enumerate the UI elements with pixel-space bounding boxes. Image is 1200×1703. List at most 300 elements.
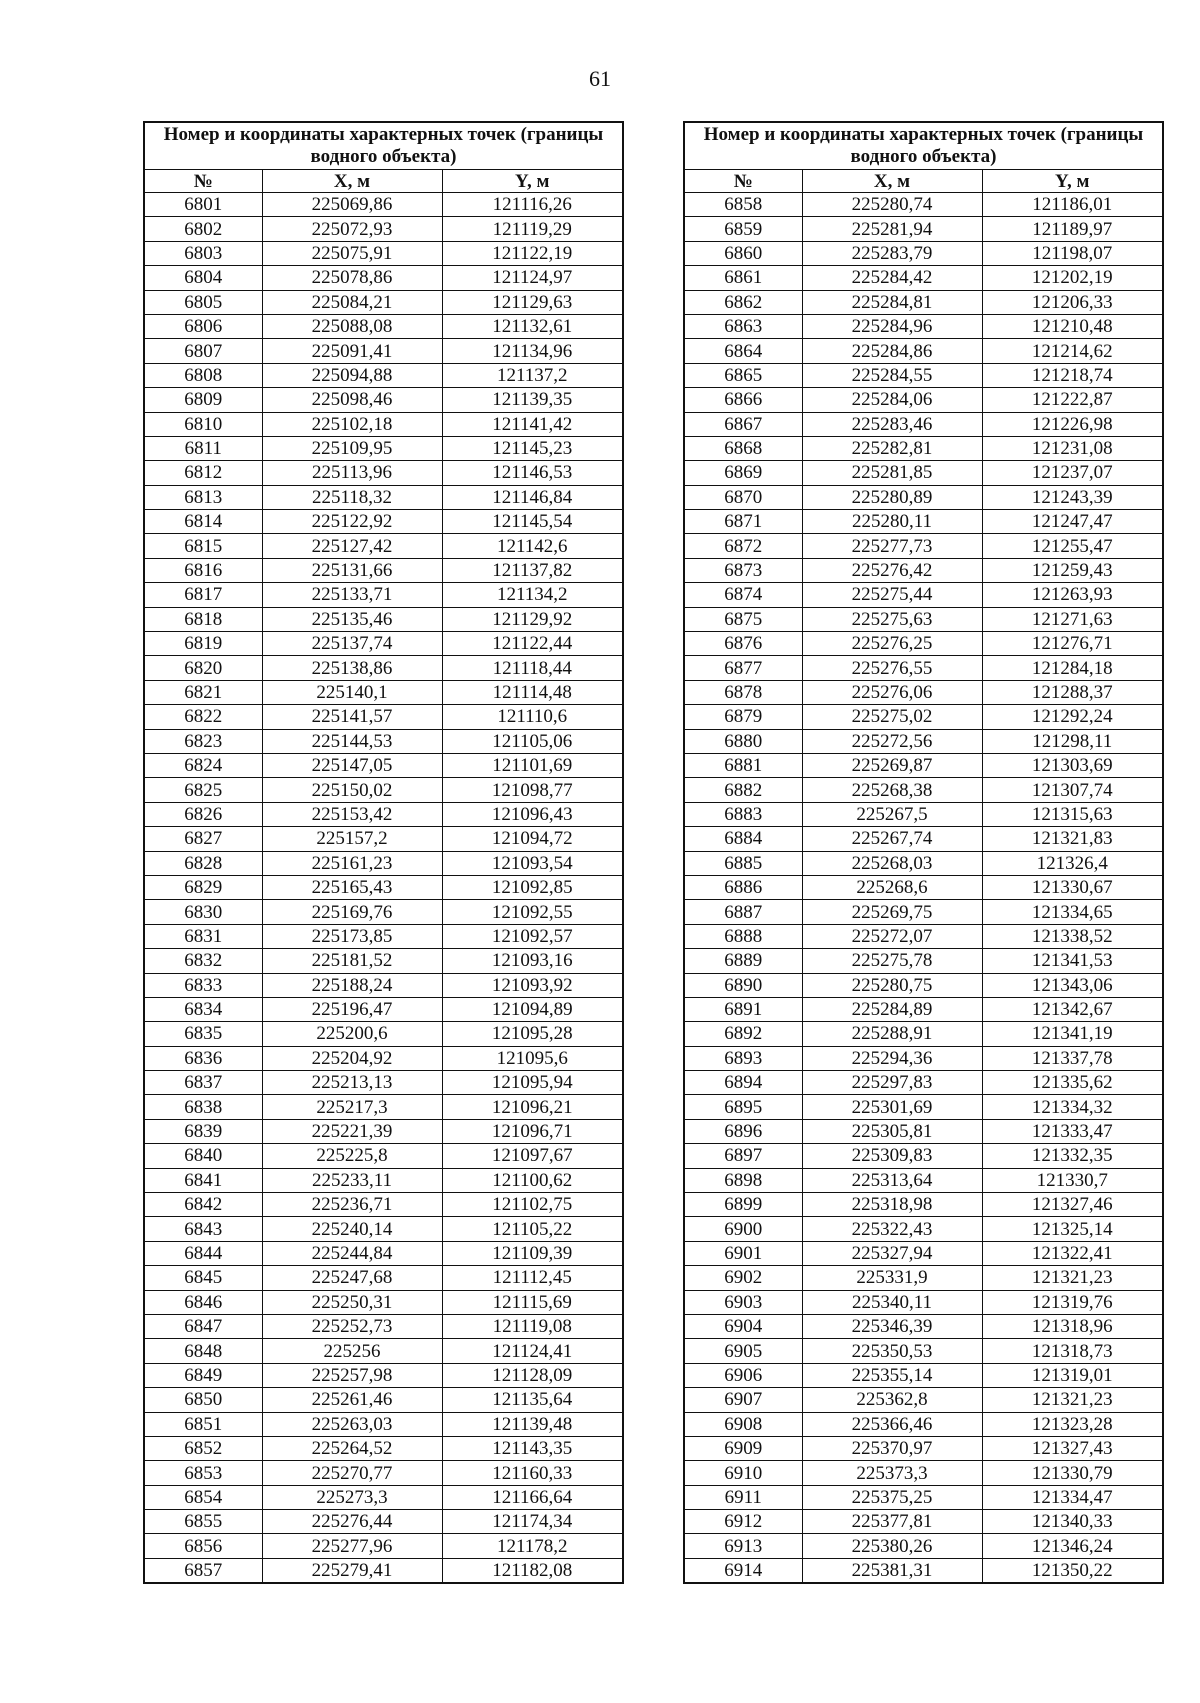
x-coordinate-cell: 225131,66	[262, 558, 442, 582]
x-coordinate-cell: 225322,43	[802, 1217, 982, 1241]
table-body	[144, 193, 623, 1584]
table-row	[144, 827, 623, 851]
table-row	[684, 1266, 1163, 1290]
point-number-cell: 6857	[144, 1558, 262, 1583]
table-row	[684, 1339, 1163, 1363]
table-row	[144, 339, 623, 363]
x-coordinate-cell: 225280,75	[802, 973, 982, 997]
point-number-cell: 6838	[144, 1095, 262, 1119]
y-coordinate-cell: 121337,78	[982, 1046, 1163, 1070]
y-coordinate-cell: 121105,06	[442, 729, 623, 753]
point-number-cell: 6887	[684, 900, 802, 924]
x-coordinate-cell: 225277,96	[262, 1534, 442, 1558]
y-coordinate-cell: 121332,35	[982, 1144, 1163, 1168]
x-coordinate-cell: 225276,42	[802, 558, 982, 582]
table-row	[684, 1436, 1163, 1460]
point-number-cell: 6891	[684, 997, 802, 1021]
table-row	[144, 1144, 623, 1168]
x-coordinate-cell: 225200,6	[262, 1022, 442, 1046]
point-number-cell: 6871	[684, 510, 802, 534]
x-coordinate-cell: 225268,03	[802, 851, 982, 875]
point-number-cell: 6855	[144, 1510, 262, 1534]
y-coordinate-cell: 121096,21	[442, 1095, 623, 1119]
table-row	[684, 583, 1163, 607]
table-row	[144, 1436, 623, 1460]
point-number-cell: 6902	[684, 1266, 802, 1290]
x-coordinate-cell: 225331,9	[802, 1266, 982, 1290]
point-number-cell: 6872	[684, 534, 802, 558]
x-coordinate-cell: 225181,52	[262, 949, 442, 973]
table-row	[684, 266, 1163, 290]
table-row	[684, 827, 1163, 851]
y-coordinate-cell: 121110,6	[442, 705, 623, 729]
x-coordinate-cell: 225150,02	[262, 778, 442, 802]
point-number-cell: 6876	[684, 632, 802, 656]
x-coordinate-cell: 225250,31	[262, 1290, 442, 1314]
y-coordinate-cell: 121145,54	[442, 510, 623, 534]
x-coordinate-cell: 225147,05	[262, 753, 442, 777]
y-coordinate-cell: 121119,29	[442, 217, 623, 241]
y-coordinate-cell: 121178,2	[442, 1534, 623, 1558]
point-number-cell: 6879	[684, 705, 802, 729]
table-row	[144, 1217, 623, 1241]
table-row	[144, 1290, 623, 1314]
x-coordinate-cell: 225247,68	[262, 1266, 442, 1290]
table-row	[144, 436, 623, 460]
x-coordinate-cell: 225236,71	[262, 1193, 442, 1217]
x-coordinate-cell: 225355,14	[802, 1363, 982, 1387]
table-row	[684, 241, 1163, 265]
table-row	[684, 729, 1163, 753]
point-number-cell: 6850	[144, 1388, 262, 1412]
point-number-cell: 6827	[144, 827, 262, 851]
x-coordinate-cell: 225135,46	[262, 607, 442, 631]
table-row	[684, 412, 1163, 436]
table-row	[144, 412, 623, 436]
x-coordinate-cell: 225281,85	[802, 461, 982, 485]
table-row	[684, 973, 1163, 997]
table-row	[144, 1412, 623, 1436]
y-coordinate-cell: 121307,74	[982, 778, 1163, 802]
x-coordinate-cell: 225284,86	[802, 339, 982, 363]
x-coordinate-cell: 225381,31	[802, 1558, 982, 1583]
y-coordinate-cell: 121095,6	[442, 1046, 623, 1070]
table-row	[684, 485, 1163, 509]
y-coordinate-cell: 121094,89	[442, 997, 623, 1021]
point-number-cell: 6810	[144, 412, 262, 436]
x-coordinate-cell: 225362,8	[802, 1388, 982, 1412]
y-coordinate-cell: 121214,62	[982, 339, 1163, 363]
table-row	[684, 949, 1163, 973]
y-coordinate-cell: 121137,2	[442, 363, 623, 387]
table-row	[144, 485, 623, 509]
table-row	[684, 680, 1163, 704]
table-row	[144, 875, 623, 899]
point-number-cell: 6814	[144, 510, 262, 534]
x-coordinate-cell: 225301,69	[802, 1095, 982, 1119]
point-number-cell: 6893	[684, 1046, 802, 1070]
table-row	[684, 753, 1163, 777]
x-coordinate-cell: 225276,25	[802, 632, 982, 656]
point-number-cell: 6859	[684, 217, 802, 241]
point-number-cell: 6811	[144, 436, 262, 460]
y-coordinate-cell: 121335,62	[982, 1071, 1163, 1095]
y-coordinate-cell: 121134,2	[442, 583, 623, 607]
y-coordinate-cell: 121097,67	[442, 1144, 623, 1168]
x-coordinate-cell: 225283,79	[802, 241, 982, 265]
x-coordinate-cell: 225204,92	[262, 1046, 442, 1070]
x-coordinate-cell: 225375,25	[802, 1485, 982, 1509]
y-coordinate-cell: 121093,16	[442, 949, 623, 973]
y-coordinate-cell: 121139,48	[442, 1412, 623, 1436]
x-coordinate-cell: 225280,11	[802, 510, 982, 534]
table-row	[144, 1534, 623, 1558]
table-row	[144, 1510, 623, 1534]
x-coordinate-cell: 225275,63	[802, 607, 982, 631]
x-coordinate-cell: 225272,07	[802, 924, 982, 948]
x-coordinate-cell: 225256	[262, 1339, 442, 1363]
point-number-cell: 6847	[144, 1314, 262, 1338]
x-coordinate-cell: 225141,57	[262, 705, 442, 729]
table-row	[684, 1363, 1163, 1387]
y-coordinate-cell: 121322,41	[982, 1241, 1163, 1265]
table-row	[144, 534, 623, 558]
y-coordinate-cell: 121146,53	[442, 461, 623, 485]
y-coordinate-cell: 121095,94	[442, 1071, 623, 1095]
x-coordinate-cell: 225261,46	[262, 1388, 442, 1412]
point-number-cell: 6828	[144, 851, 262, 875]
y-coordinate-cell: 121189,97	[982, 217, 1163, 241]
table-body	[684, 193, 1163, 1584]
x-coordinate-cell: 225272,56	[802, 729, 982, 753]
x-coordinate-cell: 225240,14	[262, 1217, 442, 1241]
y-coordinate-cell: 121210,48	[982, 314, 1163, 338]
point-number-cell: 6894	[684, 1071, 802, 1095]
x-coordinate-cell: 225267,5	[802, 802, 982, 826]
point-number-cell: 6895	[684, 1095, 802, 1119]
table-row	[684, 1119, 1163, 1143]
x-coordinate-cell: 225157,2	[262, 827, 442, 851]
y-coordinate-cell: 121321,83	[982, 827, 1163, 851]
x-coordinate-cell: 225165,43	[262, 875, 442, 899]
table-row	[144, 217, 623, 241]
point-number-cell: 6874	[684, 583, 802, 607]
table-title: Номер и координаты характерных точек (границы водного объекта)	[684, 122, 1163, 170]
y-coordinate-cell: 121334,47	[982, 1485, 1163, 1509]
y-coordinate-cell: 121132,61	[442, 314, 623, 338]
y-coordinate-cell: 121288,37	[982, 680, 1163, 704]
point-number-cell: 6832	[144, 949, 262, 973]
table-row	[144, 997, 623, 1021]
y-coordinate-cell: 121341,19	[982, 1022, 1163, 1046]
x-coordinate-cell: 225275,02	[802, 705, 982, 729]
table-row	[144, 1071, 623, 1095]
table-row	[684, 900, 1163, 924]
point-number-cell: 6898	[684, 1168, 802, 1192]
x-coordinate-cell: 225284,06	[802, 388, 982, 412]
table-row	[684, 1388, 1163, 1412]
table-row	[684, 510, 1163, 534]
table-row	[144, 949, 623, 973]
x-coordinate-cell: 225282,81	[802, 436, 982, 460]
x-coordinate-cell: 225284,81	[802, 290, 982, 314]
table-row	[144, 290, 623, 314]
x-coordinate-cell: 225340,11	[802, 1290, 982, 1314]
y-coordinate-cell: 121198,07	[982, 241, 1163, 265]
point-number-cell: 6913	[684, 1534, 802, 1558]
y-coordinate-cell: 121092,85	[442, 875, 623, 899]
y-coordinate-cell: 121333,47	[982, 1119, 1163, 1143]
x-coordinate-cell: 225098,46	[262, 388, 442, 412]
point-number-cell: 6906	[684, 1363, 802, 1387]
point-number-cell: 6889	[684, 949, 802, 973]
point-number-cell: 6880	[684, 729, 802, 753]
table-row	[144, 1485, 623, 1509]
column-header-x: X, м	[262, 170, 442, 193]
point-number-cell: 6890	[684, 973, 802, 997]
table-row	[144, 1022, 623, 1046]
point-number-cell: 6861	[684, 266, 802, 290]
point-number-cell: 6885	[684, 851, 802, 875]
table-row	[684, 607, 1163, 631]
x-coordinate-cell: 225283,46	[802, 412, 982, 436]
point-number-cell: 6877	[684, 656, 802, 680]
point-number-cell: 6809	[144, 388, 262, 412]
x-coordinate-cell: 225269,87	[802, 753, 982, 777]
y-coordinate-cell: 121129,92	[442, 607, 623, 631]
point-number-cell: 6803	[144, 241, 262, 265]
table-row	[684, 314, 1163, 338]
y-coordinate-cell: 121139,35	[442, 388, 623, 412]
table-row	[684, 1558, 1163, 1583]
point-number-cell: 6849	[144, 1363, 262, 1387]
y-coordinate-cell: 121174,34	[442, 1510, 623, 1534]
table-row	[144, 802, 623, 826]
point-number-cell: 6833	[144, 973, 262, 997]
point-number-cell: 6816	[144, 558, 262, 582]
table-row	[144, 1266, 623, 1290]
table-row	[684, 1217, 1163, 1241]
table-row	[684, 1510, 1163, 1534]
y-coordinate-cell: 121321,23	[982, 1388, 1163, 1412]
x-coordinate-cell: 225102,18	[262, 412, 442, 436]
table-row	[684, 632, 1163, 656]
table-row	[684, 193, 1163, 217]
y-coordinate-cell: 121323,28	[982, 1412, 1163, 1436]
table-row	[144, 558, 623, 582]
table-row	[684, 851, 1163, 875]
y-coordinate-cell: 121315,63	[982, 802, 1163, 826]
x-coordinate-cell: 225137,74	[262, 632, 442, 656]
point-number-cell: 6804	[144, 266, 262, 290]
table-row	[144, 1558, 623, 1583]
table-row	[684, 778, 1163, 802]
point-number-cell: 6910	[684, 1461, 802, 1485]
x-coordinate-cell: 225297,83	[802, 1071, 982, 1095]
x-coordinate-cell: 225233,11	[262, 1168, 442, 1192]
table-row	[684, 875, 1163, 899]
table-title: Номер и координаты характерных точек (границы водного объекта)	[144, 122, 623, 170]
x-coordinate-cell: 225169,76	[262, 900, 442, 924]
point-number-cell: 6904	[684, 1314, 802, 1338]
point-number-cell: 6806	[144, 314, 262, 338]
y-coordinate-cell: 121276,71	[982, 632, 1163, 656]
y-coordinate-cell: 121100,62	[442, 1168, 623, 1192]
x-coordinate-cell: 225284,55	[802, 363, 982, 387]
x-coordinate-cell: 225284,42	[802, 266, 982, 290]
table-row	[144, 461, 623, 485]
y-coordinate-cell: 121160,33	[442, 1461, 623, 1485]
point-number-cell: 6846	[144, 1290, 262, 1314]
y-coordinate-cell: 121319,76	[982, 1290, 1163, 1314]
x-coordinate-cell: 225257,98	[262, 1363, 442, 1387]
x-coordinate-cell: 225318,98	[802, 1193, 982, 1217]
x-coordinate-cell: 225277,73	[802, 534, 982, 558]
table-row	[144, 632, 623, 656]
point-number-cell: 6886	[684, 875, 802, 899]
table-row	[684, 217, 1163, 241]
table-row	[684, 461, 1163, 485]
column-header-y: Y, м	[442, 170, 623, 193]
x-coordinate-cell: 225267,74	[802, 827, 982, 851]
table-row	[684, 388, 1163, 412]
point-number-cell: 6860	[684, 241, 802, 265]
point-number-cell: 6822	[144, 705, 262, 729]
x-coordinate-cell: 225127,42	[262, 534, 442, 558]
x-coordinate-cell: 225252,73	[262, 1314, 442, 1338]
x-coordinate-cell: 225078,86	[262, 266, 442, 290]
y-coordinate-cell: 121303,69	[982, 753, 1163, 777]
y-coordinate-cell: 121342,67	[982, 997, 1163, 1021]
y-coordinate-cell: 121112,45	[442, 1266, 623, 1290]
point-number-cell: 6807	[144, 339, 262, 363]
y-coordinate-cell: 121145,23	[442, 436, 623, 460]
x-coordinate-cell: 225305,81	[802, 1119, 982, 1143]
x-coordinate-cell: 225213,13	[262, 1071, 442, 1095]
x-coordinate-cell: 225173,85	[262, 924, 442, 948]
point-number-cell: 6911	[684, 1485, 802, 1509]
table-row	[684, 656, 1163, 680]
point-number-cell: 6841	[144, 1168, 262, 1192]
table-row	[684, 436, 1163, 460]
page-number: 61	[589, 66, 611, 91]
y-coordinate-cell: 121186,01	[982, 193, 1163, 217]
point-number-cell: 6842	[144, 1193, 262, 1217]
y-coordinate-cell: 121166,64	[442, 1485, 623, 1509]
point-number-cell: 6813	[144, 485, 262, 509]
x-coordinate-cell: 225153,42	[262, 802, 442, 826]
y-coordinate-cell: 121330,67	[982, 875, 1163, 899]
point-number-cell: 6858	[684, 193, 802, 217]
x-coordinate-cell: 225138,86	[262, 656, 442, 680]
column-header-number: №	[144, 170, 262, 193]
point-number-cell: 6835	[144, 1022, 262, 1046]
coordinates-table-left	[143, 121, 624, 1584]
y-coordinate-cell: 121341,53	[982, 949, 1163, 973]
x-coordinate-cell: 225313,64	[802, 1168, 982, 1192]
point-number-cell: 6905	[684, 1339, 802, 1363]
y-coordinate-cell: 121102,75	[442, 1193, 623, 1217]
x-coordinate-cell: 225346,39	[802, 1314, 982, 1338]
x-coordinate-cell: 225263,03	[262, 1412, 442, 1436]
x-coordinate-cell: 225366,46	[802, 1412, 982, 1436]
x-coordinate-cell: 225264,52	[262, 1436, 442, 1460]
x-coordinate-cell: 225225,8	[262, 1144, 442, 1168]
x-coordinate-cell: 225284,96	[802, 314, 982, 338]
y-coordinate-cell: 121119,08	[442, 1314, 623, 1338]
x-coordinate-cell: 225380,26	[802, 1534, 982, 1558]
point-number-cell: 6903	[684, 1290, 802, 1314]
point-number-cell: 6812	[144, 461, 262, 485]
x-coordinate-cell: 225069,86	[262, 193, 442, 217]
point-number-cell: 6896	[684, 1119, 802, 1143]
y-coordinate-cell: 121095,28	[442, 1022, 623, 1046]
x-coordinate-cell: 225294,36	[802, 1046, 982, 1070]
column-header-number: №	[684, 170, 802, 193]
point-number-cell: 6901	[684, 1241, 802, 1265]
x-coordinate-cell: 225280,74	[802, 193, 982, 217]
y-coordinate-cell: 121330,79	[982, 1461, 1163, 1485]
table-row	[144, 778, 623, 802]
column-header-x: X, м	[802, 170, 982, 193]
point-number-cell: 6900	[684, 1217, 802, 1241]
y-coordinate-cell: 121319,01	[982, 1363, 1163, 1387]
x-coordinate-cell: 225091,41	[262, 339, 442, 363]
point-number-cell: 6854	[144, 1485, 262, 1509]
y-coordinate-cell: 121206,33	[982, 290, 1163, 314]
table-row	[684, 1290, 1163, 1314]
point-number-cell: 6868	[684, 436, 802, 460]
y-coordinate-cell: 121318,73	[982, 1339, 1163, 1363]
point-number-cell: 6856	[144, 1534, 262, 1558]
y-coordinate-cell: 121122,19	[442, 241, 623, 265]
y-coordinate-cell: 121259,43	[982, 558, 1163, 582]
y-coordinate-cell: 121135,64	[442, 1388, 623, 1412]
x-coordinate-cell: 225327,94	[802, 1241, 982, 1265]
y-coordinate-cell: 121124,41	[442, 1339, 623, 1363]
y-coordinate-cell: 121218,74	[982, 363, 1163, 387]
table-row	[144, 1193, 623, 1217]
table-row	[684, 1534, 1163, 1558]
x-coordinate-cell: 225270,77	[262, 1461, 442, 1485]
y-coordinate-cell: 121292,24	[982, 705, 1163, 729]
coordinates-table-right	[683, 121, 1164, 1584]
point-number-cell: 6819	[144, 632, 262, 656]
y-coordinate-cell: 121101,69	[442, 753, 623, 777]
table-row	[144, 1046, 623, 1070]
point-number-cell: 6848	[144, 1339, 262, 1363]
point-number-cell: 6873	[684, 558, 802, 582]
table-row	[144, 314, 623, 338]
table-row	[684, 924, 1163, 948]
table-row	[684, 534, 1163, 558]
point-number-cell: 6892	[684, 1022, 802, 1046]
y-coordinate-cell: 121247,47	[982, 510, 1163, 534]
table-row	[144, 851, 623, 875]
x-coordinate-cell: 225161,23	[262, 851, 442, 875]
table-row	[144, 656, 623, 680]
table-row	[144, 1119, 623, 1143]
point-number-cell: 6836	[144, 1046, 262, 1070]
table-row	[684, 290, 1163, 314]
y-coordinate-cell: 121124,97	[442, 266, 623, 290]
y-coordinate-cell: 121141,42	[442, 412, 623, 436]
x-coordinate-cell: 225309,83	[802, 1144, 982, 1168]
y-coordinate-cell: 121237,07	[982, 461, 1163, 485]
table-row	[144, 266, 623, 290]
y-coordinate-cell: 121146,84	[442, 485, 623, 509]
point-number-cell: 6881	[684, 753, 802, 777]
